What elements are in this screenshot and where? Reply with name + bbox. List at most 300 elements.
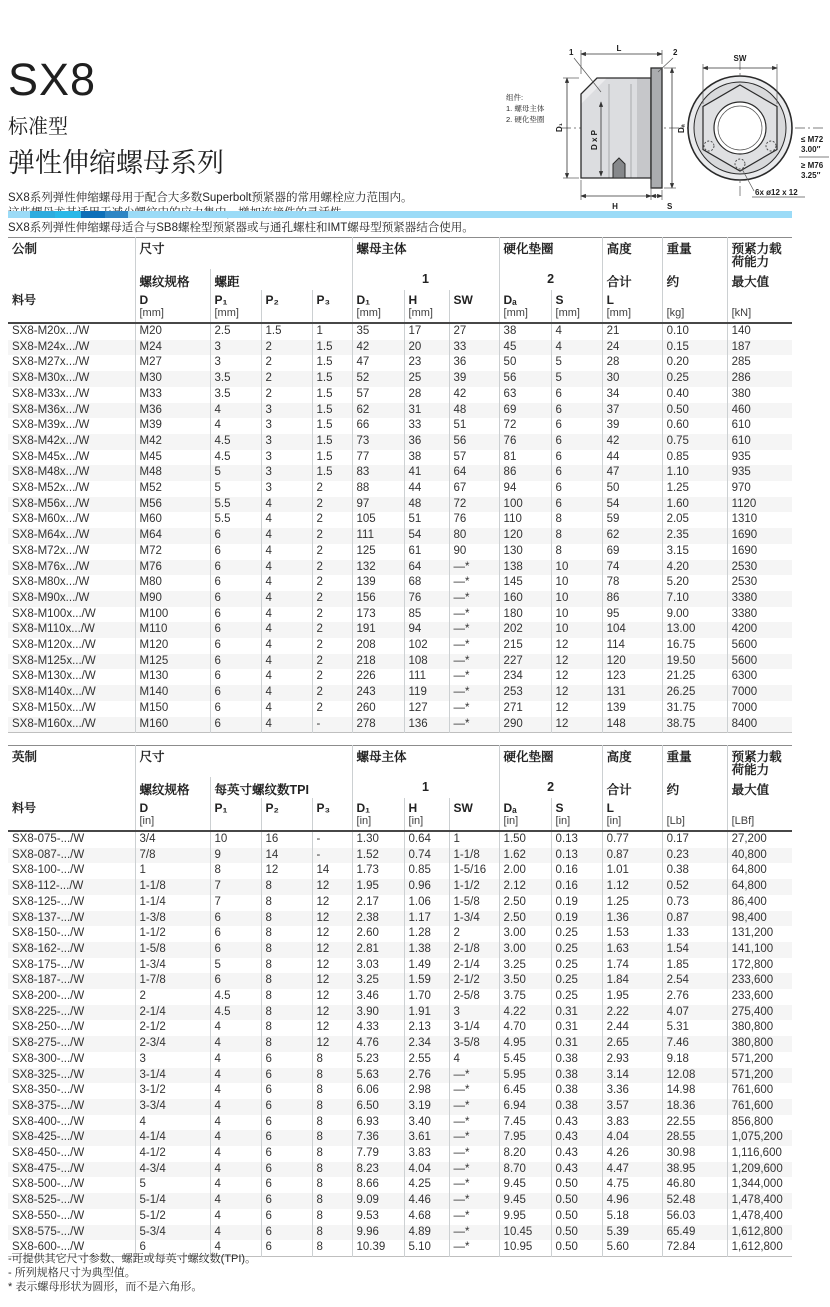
cell: 2 bbox=[312, 685, 352, 701]
cell: 1.5 bbox=[312, 371, 352, 387]
cell: 2530 bbox=[727, 575, 792, 591]
table-row bbox=[8, 669, 792, 685]
cell: 18.36 bbox=[662, 1099, 727, 1115]
cell: 111 bbox=[352, 528, 404, 544]
cell: 88 bbox=[352, 481, 404, 497]
cell: 3-3/4 bbox=[135, 1099, 210, 1115]
cell: 5-1/4 bbox=[135, 1193, 210, 1209]
cell: 2.76 bbox=[404, 1068, 449, 1084]
cell: 67 bbox=[449, 481, 499, 497]
group-header-nut-body: 螺母主体 bbox=[352, 238, 499, 270]
cell: 2.54 bbox=[662, 973, 727, 989]
cell: SX8-200-.../W bbox=[12, 990, 85, 1003]
cell: —* bbox=[449, 591, 499, 607]
table-row bbox=[8, 1005, 792, 1021]
cell: 1.91 bbox=[404, 1005, 449, 1021]
cell: 1-5/8 bbox=[449, 895, 499, 911]
cell: 65.49 bbox=[662, 1225, 727, 1241]
cell: 4 bbox=[261, 575, 312, 591]
cell: 104 bbox=[602, 622, 662, 638]
cell: 5.45 bbox=[499, 1052, 551, 1068]
cell: 4 bbox=[210, 1193, 261, 1209]
cell: 8 bbox=[261, 973, 312, 989]
cell: 6 bbox=[261, 1146, 312, 1162]
group-header-nut-body: 螺母主体 bbox=[352, 746, 499, 778]
cell: 7.45 bbox=[499, 1115, 551, 1131]
cell: 12 bbox=[551, 638, 602, 654]
cell: 6 bbox=[551, 434, 602, 450]
cell: 1 bbox=[449, 831, 499, 848]
col-header: 料号 bbox=[8, 290, 135, 323]
cell: 0.19 bbox=[551, 911, 602, 927]
cell: 1-3/4 bbox=[449, 911, 499, 927]
cell: SX8-575-.../W bbox=[12, 1225, 85, 1238]
cell: 9.45 bbox=[499, 1193, 551, 1209]
cell: —* bbox=[449, 1209, 499, 1225]
cell: 3380 bbox=[727, 591, 792, 607]
cell: 4-3/4 bbox=[135, 1162, 210, 1178]
cell: 4 bbox=[210, 1036, 261, 1052]
cell: 5.5 bbox=[210, 512, 261, 528]
sub-header-pitch: 螺距 bbox=[210, 269, 352, 290]
cell: 2-5/8 bbox=[449, 989, 499, 1005]
table-row bbox=[8, 1020, 792, 1036]
legend-item-washer: 2. 硬化垫圈 bbox=[506, 115, 545, 124]
cell: 5.10 bbox=[404, 1240, 449, 1256]
imperial-table bbox=[8, 745, 792, 1257]
cell: 52.48 bbox=[662, 1193, 727, 1209]
cell: 3.61 bbox=[404, 1130, 449, 1146]
cell: SX8-375-.../W bbox=[12, 1099, 85, 1112]
cell: 6 bbox=[551, 387, 602, 403]
group-header-system: 公制 bbox=[12, 242, 38, 256]
cell: 6 bbox=[210, 560, 261, 576]
cell: 6 bbox=[551, 418, 602, 434]
cell: 0.87 bbox=[662, 911, 727, 927]
table-row bbox=[8, 654, 792, 670]
cell: 380,800 bbox=[727, 1036, 792, 1052]
cell: 187 bbox=[727, 340, 792, 356]
cell: 64,800 bbox=[727, 863, 792, 879]
cell: 131 bbox=[602, 685, 662, 701]
cell: 4 bbox=[449, 1052, 499, 1068]
cell: —* bbox=[449, 1115, 499, 1131]
cell: 278 bbox=[352, 717, 404, 733]
cell: 6 bbox=[210, 622, 261, 638]
cell: 46.80 bbox=[662, 1177, 727, 1193]
cell: 5.60 bbox=[602, 1240, 662, 1256]
cell: 48 bbox=[449, 403, 499, 419]
cell: 68 bbox=[404, 575, 449, 591]
cell: 139 bbox=[352, 575, 404, 591]
cell: 0.50 bbox=[551, 1177, 602, 1193]
cell: 86 bbox=[499, 465, 551, 481]
cell: 1.06 bbox=[404, 895, 449, 911]
cell: 102 bbox=[404, 638, 449, 654]
cell: 0.96 bbox=[404, 879, 449, 895]
cell: SX8-M60x.../W bbox=[12, 513, 90, 526]
cell: SX8-M150x.../W bbox=[12, 701, 96, 714]
cell: 2 bbox=[261, 371, 312, 387]
cell: 56 bbox=[449, 434, 499, 450]
cell: 2530 bbox=[727, 560, 792, 576]
cell: 856,800 bbox=[727, 1115, 792, 1131]
cell: 105 bbox=[352, 512, 404, 528]
cell: 3.5 bbox=[210, 387, 261, 403]
cell: 1.12 bbox=[602, 879, 662, 895]
cell: 4 bbox=[210, 1052, 261, 1068]
cell: 8.23 bbox=[352, 1162, 404, 1178]
intro-line: SX8系列弹性伸缩螺母适合与SB8螺栓型预紧器或与通孔螺柱和IMT螺母型预紧器结合使用。 bbox=[8, 221, 474, 234]
cell: 50 bbox=[499, 355, 551, 371]
cell: —* bbox=[449, 1177, 499, 1193]
cell: M130 bbox=[135, 669, 210, 685]
cell: 2.38 bbox=[352, 911, 404, 927]
cell: 12 bbox=[312, 895, 352, 911]
cell: 62 bbox=[352, 403, 404, 419]
cell: 4.5 bbox=[210, 1005, 261, 1021]
cell: 1-1/4 bbox=[135, 895, 210, 911]
cell: 3.83 bbox=[602, 1115, 662, 1131]
cell: 66 bbox=[352, 418, 404, 434]
cell: 50 bbox=[602, 481, 662, 497]
callout-2: 2 bbox=[673, 48, 678, 57]
cell: 3.90 bbox=[352, 1005, 404, 1021]
cell: 1,344,000 bbox=[727, 1177, 792, 1193]
cell: 2.81 bbox=[352, 942, 404, 958]
cell: 5.63 bbox=[352, 1068, 404, 1084]
cell: 2-3/4 bbox=[135, 1036, 210, 1052]
cell: - bbox=[312, 848, 352, 864]
table-row bbox=[8, 512, 792, 528]
cell: —* bbox=[449, 1068, 499, 1084]
table-row bbox=[8, 528, 792, 544]
cell: 1-5/16 bbox=[449, 863, 499, 879]
cell: 8 bbox=[312, 1146, 352, 1162]
cell: 125 bbox=[352, 544, 404, 560]
cell: 6 bbox=[261, 1068, 312, 1084]
cell: 2.5 bbox=[210, 323, 261, 340]
cell: 286 bbox=[727, 371, 792, 387]
cell: 81 bbox=[499, 450, 551, 466]
table-row bbox=[8, 638, 792, 654]
sub-header-part-2: 2 bbox=[499, 269, 602, 290]
cell: 114 bbox=[602, 638, 662, 654]
cell: 98,400 bbox=[727, 911, 792, 927]
dim-label-S: S bbox=[667, 202, 673, 211]
table-row bbox=[8, 958, 792, 974]
cell: 243 bbox=[352, 685, 404, 701]
cell: 571,200 bbox=[727, 1068, 792, 1084]
cell: 8 bbox=[312, 1068, 352, 1084]
cell: 39 bbox=[602, 418, 662, 434]
cell: 127 bbox=[404, 701, 449, 717]
cell: 72 bbox=[449, 497, 499, 513]
cell: 1690 bbox=[727, 528, 792, 544]
cell: SX8-M20x.../W bbox=[12, 325, 90, 337]
cell: 80 bbox=[449, 528, 499, 544]
cell: 4.33 bbox=[352, 1020, 404, 1036]
cell: 5 bbox=[210, 481, 261, 497]
cell: 40,800 bbox=[727, 848, 792, 864]
cell: —* bbox=[449, 1146, 499, 1162]
group-header-preload: 预紧力载荷能力 bbox=[727, 238, 792, 270]
cell: 10 bbox=[551, 607, 602, 623]
table-row bbox=[8, 911, 792, 927]
annotation-hex-max-inch: 3.00″ bbox=[801, 145, 821, 154]
spacer-cell bbox=[8, 269, 135, 290]
cell: 59 bbox=[602, 512, 662, 528]
cell: 180 bbox=[499, 607, 551, 623]
cell: 3.83 bbox=[404, 1146, 449, 1162]
cell: 3.00 bbox=[499, 942, 551, 958]
cell: 4.22 bbox=[499, 1005, 551, 1021]
cell: 108 bbox=[404, 654, 449, 670]
cell: 1.5 bbox=[312, 418, 352, 434]
cell: 10 bbox=[551, 575, 602, 591]
cell: 4.5 bbox=[210, 434, 261, 450]
cell: 7 bbox=[210, 879, 261, 895]
cell: 0.15 bbox=[662, 340, 727, 356]
group-header-washer: 硬化垫圈 bbox=[499, 746, 602, 778]
cell: 1.85 bbox=[662, 958, 727, 974]
col-header: D [mm] bbox=[135, 290, 210, 323]
cell: 2.35 bbox=[662, 528, 727, 544]
cell: 253 bbox=[499, 685, 551, 701]
table-row bbox=[8, 879, 792, 895]
sub-header-part-1: 1 bbox=[352, 777, 499, 798]
cell: —* bbox=[449, 669, 499, 685]
cell: 12 bbox=[312, 911, 352, 927]
table-row bbox=[8, 560, 792, 576]
cell: 4 bbox=[210, 1162, 261, 1178]
cell: 2.50 bbox=[499, 895, 551, 911]
cell: 460 bbox=[727, 403, 792, 419]
cell: 0.23 bbox=[662, 848, 727, 864]
cell: 6 bbox=[210, 926, 261, 942]
cell: 1-1/8 bbox=[135, 879, 210, 895]
cell: 3 bbox=[261, 450, 312, 466]
cell: 0.13 bbox=[551, 848, 602, 864]
cell: 1,612,800 bbox=[727, 1240, 792, 1256]
cell: 54 bbox=[602, 497, 662, 513]
cell: 6 bbox=[210, 911, 261, 927]
cell: M24 bbox=[135, 340, 210, 356]
cell: 4 bbox=[210, 418, 261, 434]
cell: —* bbox=[449, 1099, 499, 1115]
cell: 2.98 bbox=[404, 1083, 449, 1099]
cell: 4-1/2 bbox=[135, 1146, 210, 1162]
dim-label-DxP: D x P bbox=[590, 129, 599, 150]
cell: 94 bbox=[499, 481, 551, 497]
cell: 8 bbox=[261, 1036, 312, 1052]
cell: 271 bbox=[499, 701, 551, 717]
cell: 610 bbox=[727, 434, 792, 450]
cell: SX8-M24x.../W bbox=[12, 340, 90, 353]
cell: 8 bbox=[261, 1020, 312, 1036]
cell: 6.94 bbox=[499, 1099, 551, 1115]
cell: 1.59 bbox=[404, 973, 449, 989]
cell: 3 bbox=[261, 481, 312, 497]
table-row bbox=[8, 544, 792, 560]
cell: 3.25 bbox=[499, 958, 551, 974]
cell: 5.5 bbox=[210, 497, 261, 513]
table-row bbox=[8, 481, 792, 497]
cell: 1.53 bbox=[602, 926, 662, 942]
cell: 24 bbox=[602, 340, 662, 356]
cell: 4 bbox=[551, 323, 602, 340]
cell: SX8-300-.../W bbox=[12, 1052, 85, 1065]
cell: - bbox=[312, 831, 352, 848]
cell: 1.25 bbox=[602, 895, 662, 911]
cell: 275,400 bbox=[727, 1005, 792, 1021]
cell: 380,800 bbox=[727, 1020, 792, 1036]
cell: 138 bbox=[499, 560, 551, 576]
cell: 6 bbox=[261, 1225, 312, 1241]
cell: 35 bbox=[352, 323, 404, 340]
cell: 6 bbox=[551, 450, 602, 466]
cell: 2 bbox=[312, 669, 352, 685]
cell: 3.03 bbox=[352, 958, 404, 974]
col-header: P₂ bbox=[261, 290, 312, 323]
cell: 6 bbox=[261, 1130, 312, 1146]
cell: 0.25 bbox=[551, 926, 602, 942]
cell: M160 bbox=[135, 717, 210, 733]
cell: 6.45 bbox=[499, 1083, 551, 1099]
cell: 0.75 bbox=[662, 434, 727, 450]
col-header: D [in] bbox=[135, 798, 210, 831]
cell: —* bbox=[449, 622, 499, 638]
cell: 5 bbox=[210, 465, 261, 481]
cell: 12 bbox=[551, 701, 602, 717]
cell: 12 bbox=[312, 1036, 352, 1052]
cell: SX8-187-.../W bbox=[12, 974, 85, 987]
cell: 2.05 bbox=[662, 512, 727, 528]
cell: 27,200 bbox=[727, 831, 792, 848]
cell: 0.64 bbox=[404, 831, 449, 848]
cell: 2 bbox=[449, 926, 499, 942]
cell: 8 bbox=[312, 1052, 352, 1068]
cell: —* bbox=[449, 1193, 499, 1209]
cell: 202 bbox=[499, 622, 551, 638]
table-row bbox=[8, 831, 792, 848]
cell: 3.5 bbox=[210, 371, 261, 387]
page-subtitle-type: 标准型 bbox=[8, 116, 68, 139]
cell: 3 bbox=[210, 340, 261, 356]
cell: 10 bbox=[210, 831, 261, 848]
cell: 1.50 bbox=[499, 831, 551, 848]
cell: 2.44 bbox=[602, 1020, 662, 1036]
cell: 4200 bbox=[727, 622, 792, 638]
cell: 76 bbox=[404, 591, 449, 607]
metric-table bbox=[8, 237, 792, 733]
cell: 9.18 bbox=[662, 1052, 727, 1068]
cell: 610 bbox=[727, 418, 792, 434]
cell: M42 bbox=[135, 434, 210, 450]
cell: 173 bbox=[352, 607, 404, 623]
cell: M20 bbox=[135, 323, 210, 340]
cell: 8 bbox=[261, 895, 312, 911]
col-header: [LBf] bbox=[727, 798, 792, 831]
cell: 6 bbox=[261, 1099, 312, 1115]
cell: 4.95 bbox=[499, 1036, 551, 1052]
cell: 4 bbox=[210, 1099, 261, 1115]
cell: 1,478,400 bbox=[727, 1209, 792, 1225]
cell: 12 bbox=[312, 989, 352, 1005]
col-header: S [in] bbox=[551, 798, 602, 831]
cell: 7.10 bbox=[662, 591, 727, 607]
cell: 3-5/8 bbox=[449, 1036, 499, 1052]
accent-bar bbox=[8, 211, 792, 218]
cell: SX8-087-.../W bbox=[12, 848, 85, 861]
cell: 4 bbox=[261, 638, 312, 654]
table-row bbox=[8, 1146, 792, 1162]
cell: 1.84 bbox=[602, 973, 662, 989]
cell: 4 bbox=[261, 607, 312, 623]
cell: 132 bbox=[352, 560, 404, 576]
cell: 56.03 bbox=[662, 1209, 727, 1225]
cell: 6 bbox=[551, 465, 602, 481]
cell: SX8-162-.../W bbox=[12, 942, 85, 955]
cell: SX8-550-.../W bbox=[12, 1209, 85, 1222]
dim-label-L: L bbox=[616, 44, 622, 53]
cell: 0.87 bbox=[602, 848, 662, 864]
cell: 2-1/4 bbox=[135, 1005, 210, 1021]
cell: 12.08 bbox=[662, 1068, 727, 1084]
washer-section bbox=[651, 68, 662, 188]
cell: - bbox=[312, 717, 352, 733]
cell: 4.25 bbox=[404, 1177, 449, 1193]
cell: 4.75 bbox=[602, 1177, 662, 1193]
cell: 2.00 bbox=[499, 863, 551, 879]
cell: 28.55 bbox=[662, 1130, 727, 1146]
cell: 172,800 bbox=[727, 958, 792, 974]
cell: 38.95 bbox=[662, 1162, 727, 1178]
cell: 6 bbox=[210, 591, 261, 607]
cell: 4 bbox=[210, 1083, 261, 1099]
cell: 0.50 bbox=[551, 1225, 602, 1241]
cell: 4 bbox=[261, 717, 312, 733]
accent-bar-segment bbox=[8, 211, 30, 218]
cell: 38.75 bbox=[662, 717, 727, 733]
cell: 2 bbox=[312, 638, 352, 654]
cell: 111 bbox=[404, 669, 449, 685]
cell: 12 bbox=[551, 669, 602, 685]
cell: 6.50 bbox=[352, 1099, 404, 1115]
cell: 1.5 bbox=[312, 340, 352, 356]
cell: 52 bbox=[352, 371, 404, 387]
cell: 6 bbox=[210, 685, 261, 701]
cell: 0.40 bbox=[662, 387, 727, 403]
table-row bbox=[8, 622, 792, 638]
table-row bbox=[8, 340, 792, 356]
cell: 6 bbox=[261, 1162, 312, 1178]
table-row bbox=[8, 607, 792, 623]
sub-header-total: 合计 bbox=[602, 269, 662, 290]
cell: 25 bbox=[404, 371, 449, 387]
cell: 3.36 bbox=[602, 1083, 662, 1099]
cell: 5 bbox=[551, 355, 602, 371]
cell: 0.38 bbox=[551, 1099, 602, 1115]
cell: 8 bbox=[261, 942, 312, 958]
cell: 7.79 bbox=[352, 1146, 404, 1162]
cell: 1-1/2 bbox=[449, 879, 499, 895]
cell: 2-1/8 bbox=[449, 942, 499, 958]
cell: SX8-M48x.../W bbox=[12, 466, 90, 479]
col-header: H [in] bbox=[404, 798, 449, 831]
cell: 4 bbox=[261, 622, 312, 638]
cell: SX8-M45x.../W bbox=[12, 450, 90, 463]
